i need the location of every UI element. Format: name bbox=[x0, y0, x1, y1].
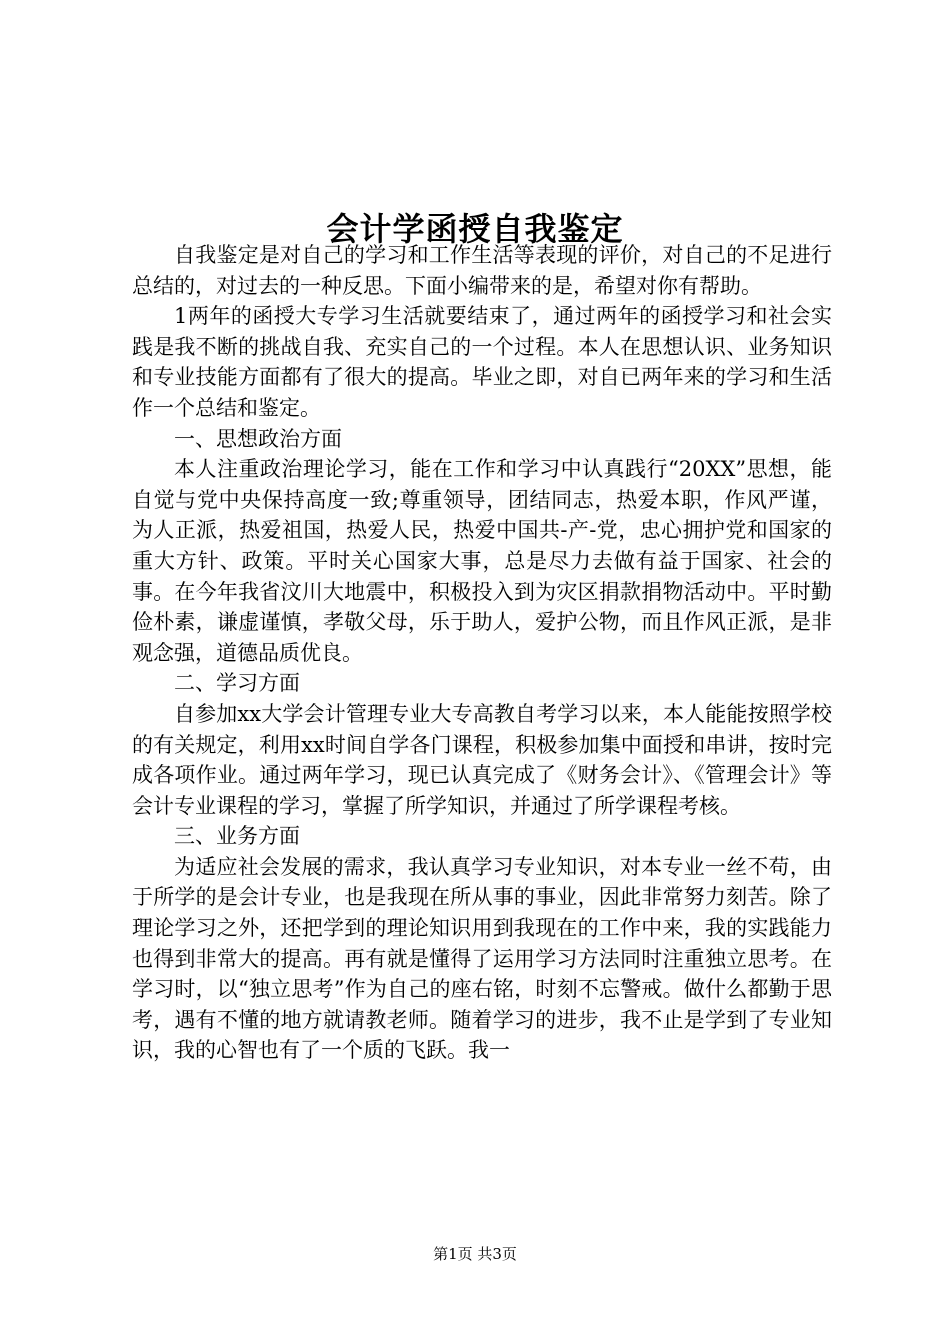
paragraph-politics: 本人注重政治理论学习，能在工作和学习中认真践行“20XX”思想，能自觉与党中央保持高度一致;尊重领导，团结同志，热爱本职，作风严谨，为人正派，热爱祖国，热爱人民，热爱中国共-产-党，忠心拥护党和国家的重大方针、政策。平时关心国家大事，总是尽力去做有益于国家、社会的事。在今年我省汶川大地震中，积极投入到为灾区捐款捐物活动中。平时勤俭朴素，谦虚谨慎，孝敬父母，乐于助人，爱护公物，而且作风正派，是非观念强，道德品质优良。 bbox=[132, 457, 832, 665]
section-heading-study: 二、学习方面 bbox=[174, 671, 300, 696]
paragraph-intro: 自我鉴定是对自己的学习和工作生活等表现的评价，对自己的不足进行总结的，对过去的一种反思。下面小编带来的是，希望对你有帮助。 bbox=[132, 243, 832, 298]
document-title: 会计学函授自我鉴定 bbox=[326, 210, 624, 249]
paragraph-study: 自参加xx大学会计管理专业大专高教自考学习以来，本人能能按照学校的有关规定，利用xx时间自学各门课程，积极参加集中面授和串讲，按时完成各项作业。通过两年学习，现已认真完成了《财务会计》、《管理会计》等会计专业课程的学习，掌握了所学知识，并通过了所学课程考核。 bbox=[132, 701, 832, 818]
paragraph-overview: 1两年的函授大专学习生活就要结束了，通过两年的函授学习和社会实践是我不断的挑战自我、充实自己的一个过程。本人在思想认识、业务知识和专业技能方面都有了很大的提高。毕业之即，对自已两年来的学习和生活作一个总结和鉴定。 bbox=[132, 304, 832, 420]
section-heading-business: 三、业务方面 bbox=[174, 824, 300, 849]
document-body bbox=[132, 240, 832, 1066]
section-heading-politics: 一、思想政治方面 bbox=[174, 426, 342, 451]
page-footer: 第1页 共3页 bbox=[433, 1245, 517, 1263]
paragraph-business: 为适应社会发展的需求，我认真学习专业知识，对本专业一丝不苟，由于所学的是会计专业，也是我现在所从事的事业，因此非常努力刻苦。除了理论学习之外，还把学到的理论知识用到我现在的工作中来，我的实践能力也得到非常大的提高。再有就是懂得了运用学习方法同时注重独立思考。在学习时，以“独立思考”作为自己的座右铭，时刻不忘警戒。做什么都勤于思考，遇有不懂的地方就请教老师。随着学习的进步，我不止是学到了专业知识，我的心智也有了一个质的飞跃。我一 bbox=[132, 854, 832, 1063]
